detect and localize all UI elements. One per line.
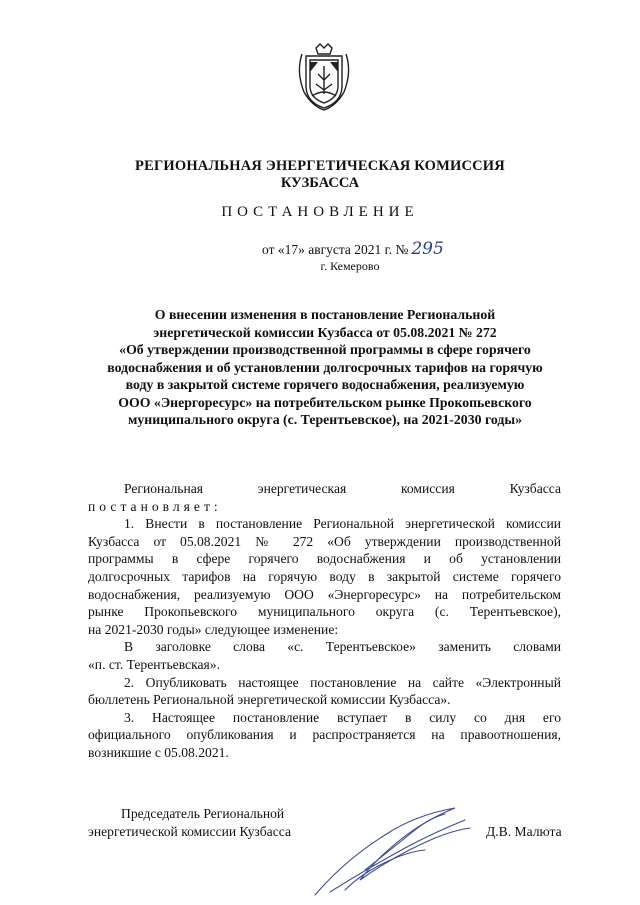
item1-sub-line: «п. ст. Терентьевская». xyxy=(88,656,220,672)
document-type: ПОСТАНОВЛЕНИЕ xyxy=(221,204,419,220)
item1-line: водоснабжения, реализуемую ООО «Энергоресурс» на потребительском xyxy=(88,586,561,602)
subject-line: муниципального округа (с. Терентьевское), на 2021-2030 годы» xyxy=(127,412,523,427)
item1-line-last: на 2021-2030 годы» следующее изменение: xyxy=(88,621,339,637)
organization-name-line1: РЕГИОНАЛЬНАЯ ЭНЕРГЕТИЧЕСКАЯ КОМИССИЯ xyxy=(135,158,505,174)
coat-of-arms-emblem xyxy=(294,42,354,112)
subject-line: О внесении изменения в постановление Региональной xyxy=(154,307,496,322)
document-number: 295 xyxy=(411,239,444,259)
item1-line: 1. Внести в постановление Региональной энергетической комиссии xyxy=(124,516,561,532)
intro-line: Региональная энергетическая комиссия Кузбасса xyxy=(124,481,561,496)
subject-line: «Об утверждении производственной программы в сфере горячего xyxy=(119,342,531,357)
item3-line: возникшие с 05.08.2021. xyxy=(88,744,229,760)
document-subject xyxy=(80,306,570,429)
item3-line: официального опубликования и распространяется на правоотношения, xyxy=(88,727,561,743)
handwritten-signature xyxy=(305,800,480,900)
item1-line: Кузбасса от 05.08.2021 № 272 «Об утверждении производственной xyxy=(88,533,561,549)
item1-line: долгосрочных тарифов на горячую воду в закрытой системе горячего xyxy=(88,568,561,584)
item1-line: программы в сфере горячего водоснабжения и об установлении xyxy=(88,551,561,567)
item2-line: 2. Опубликовать настоящее постановление на сайте «Электронный xyxy=(124,674,561,690)
document-body xyxy=(88,480,561,762)
organization-name-line2: КУЗБАССА xyxy=(280,175,360,191)
item1-sub-line: В заголовке слова «с. Терентьевское» заменить словами xyxy=(124,639,561,655)
item1-line: рынке Прокопьевского муниципального округа (с. Терентьевское), xyxy=(88,604,561,620)
item2-line: бюллетень Региональной энергетической комиссии Кузбасса». xyxy=(88,692,451,708)
subject-line: воду в закрытой системе горячего водоснабжения, реализуемую xyxy=(125,377,525,392)
item3-line: 3. Настоящее постановление вступает в силу со дня его xyxy=(124,709,561,725)
date-line xyxy=(262,239,444,259)
subject-line: ООО «Энергоресурс» на потребительском рынке Прокопьевского xyxy=(118,394,532,410)
signatory-position-line1: Председатель Региональной xyxy=(121,806,285,821)
subject-line: водоснабжения и об установлении долгосрочных тарифов на горячую xyxy=(107,359,543,375)
subject-line: энергетической комиссии Кузбасса от 05.08.2021 № 272 xyxy=(153,324,497,340)
intro-resolves: постановляет: xyxy=(88,498,222,514)
city: г. Кемерово xyxy=(320,259,380,273)
signatory-name: Д.В. Малюта xyxy=(486,824,562,839)
signatory-position-line2: энергетической комиссии Кузбасса xyxy=(88,824,291,839)
document-date: от «17» августа 2021 г. № xyxy=(262,242,409,257)
